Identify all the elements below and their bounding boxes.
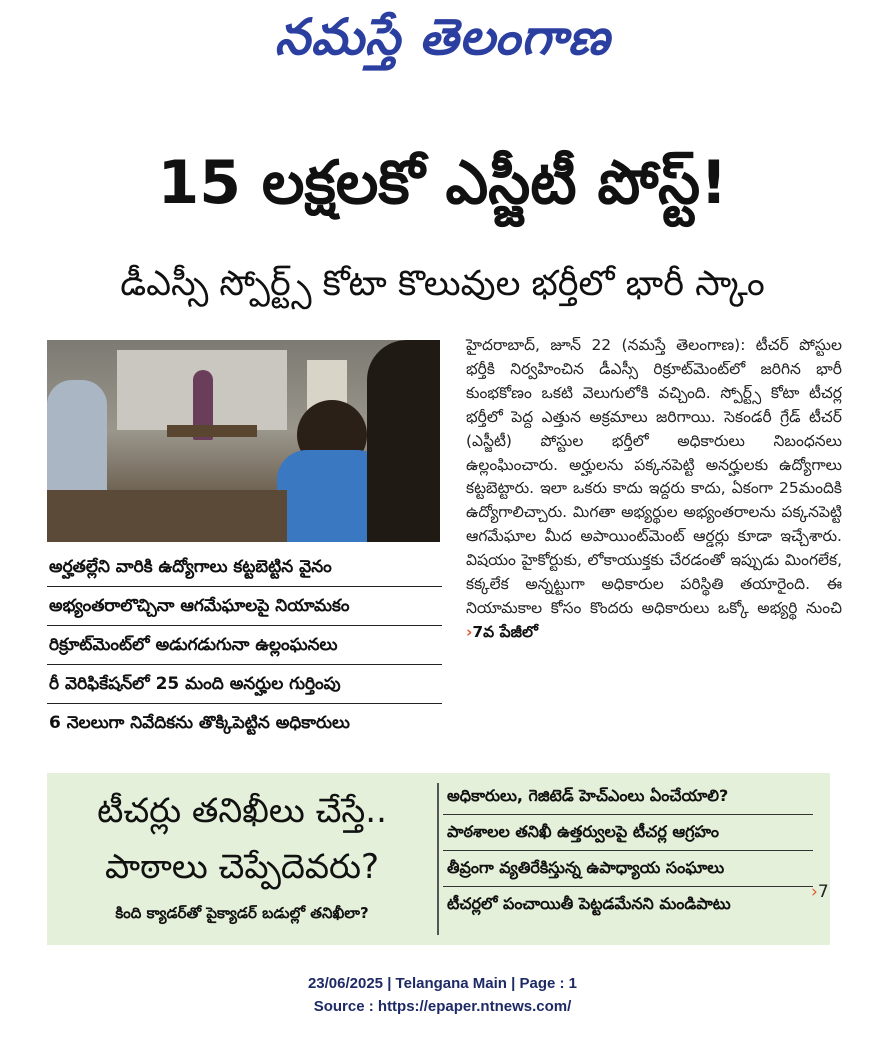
box-item: టీచర్లలో పంచాయితీ పెట్టడమేనని మండిపాటు bbox=[447, 894, 731, 913]
main-headline: 15 లక్షలకో ఎస్జీటీ పోస్ట్! bbox=[157, 148, 728, 218]
box-item-list bbox=[443, 779, 813, 922]
photo-floor bbox=[47, 490, 287, 542]
photo-student-front bbox=[367, 340, 440, 542]
masthead-logo: నమస్తే తెలంగాణ bbox=[274, 8, 611, 66]
box-page-ref[interactable] bbox=[811, 882, 829, 902]
teachers-inspection-box bbox=[47, 773, 830, 945]
footer-edition-info: 23/06/2025 | Telangana Main | Page : 1 bbox=[307, 975, 578, 992]
highlight-bullets bbox=[47, 548, 442, 742]
page-arrow-icon: › bbox=[811, 882, 818, 902]
jump-arrow-icon: › bbox=[466, 622, 473, 641]
box-subheadline: కింది క్యాడర్‌తో పైక్యాడర్ బడుల్లో తనిఖీలా? bbox=[115, 904, 369, 922]
photo-desk bbox=[167, 425, 257, 437]
box-page-number: 7 bbox=[817, 882, 829, 902]
box-headline-line2: పాఠాలు చెప్పేదెవరు? bbox=[104, 847, 380, 887]
bullet-item: అర్హతల్లేని వారికి ఉద్యోగాలు కట్టబెట్టిన వైనం bbox=[47, 548, 442, 587]
story-jump-link[interactable]: 7వ పేజీలో bbox=[472, 622, 538, 641]
footer-source: Source : https://epaper.ntnews.com/ bbox=[313, 998, 572, 1015]
box-item: తీవ్రంగా వ్యతిరేకిస్తున్న ఉపాధ్యాయ సంఘాలు bbox=[443, 851, 813, 887]
story-text: హైదరాబాద్, జూన్ 22 (నమస్తే తెలంగాణ): టీచర్ పోస్టుల భర్తీకి నిర్వహించిన డీఎస్సీ రిక్రూట్‌మెంట్‌లో జరిగిన భారీ కుంభకోణం ఒకటి వెలుగులోకి వచ్చింది. స్పోర్ట్స్ కోటా టీచర్ల భర్తీలో పెద్ద ఎత్తున అక్రమాలు జరిగాయి. సెకండరీ గ్రేడ్ టీచర్ (ఎస్జీటీ) పోస్టుల భర్తీలో అధికారులు నిబంధనలు ఉల్లంఘించారు. అర్హులను పక్కనపెట్టి అనర్హులకు ఉద్యోగాలు కట్టబెట్టారు. ఇలా ఒకరు కాదు ఇద్దరు కాదు, ఏకంగా 25మందికి ఉద్యోగాలిచ్చారు. మిగతా అభ్యర్థుల అభ్యంతరాలను పక్కనపెట్టి ఆగమేఘాల మీద అపాయింట్‌మెంట్ ఆర్డర్లు కూడా ఇచ్చేశారు. విషయం హైకోర్టుకు, లోకాయుక్తకు చేరడంతో ఇప్పుడు మింగలేక, కక్కలేక అన్నట్టుగా అధికారుల పరిస్థితి తయారైంది. ఈ నియామకాల కోసం కొందరు అధికారులు ఒక్కో అభ్యర్థి నుంచి bbox=[466, 336, 842, 617]
box-divider bbox=[437, 783, 439, 935]
box-item: అధికారులు, గెజిటెడ్ హెచ్‌ఎంలు ఏంచేయాలి? bbox=[443, 779, 813, 815]
bullet-item: రిక్రూట్‌మెంట్‌లో అడుగడుగునా ఉల్లంఘనలు bbox=[47, 626, 442, 665]
story-body bbox=[466, 334, 842, 645]
bullet-item: రీ వెరిఫికేషన్‌లో 25 మంది అనర్హుల గుర్తింపు bbox=[47, 665, 442, 704]
box-item: పాఠశాలల తనిఖీ ఉత్తర్వులపై టీచర్ల ఆగ్రహం bbox=[443, 815, 813, 851]
bullet-item: 6 నెలలుగా నివేదికను తొక్కిపెట్టిన అధికారులు bbox=[49, 713, 350, 733]
classroom-photo bbox=[47, 340, 440, 542]
photo-student-left bbox=[47, 380, 107, 490]
box-headline-line1: టీచర్లు తనిఖీలు చేస్తే.. bbox=[97, 791, 387, 831]
sub-headline: డీఎస్సీ స్పోర్ట్స్ కోటా కొలువుల భర్తీలో భారీ స్కాం bbox=[120, 264, 765, 304]
bullet-item: అభ్యంతరాలొచ్చినా ఆగమేఘాలపై నియామకం bbox=[47, 587, 442, 626]
